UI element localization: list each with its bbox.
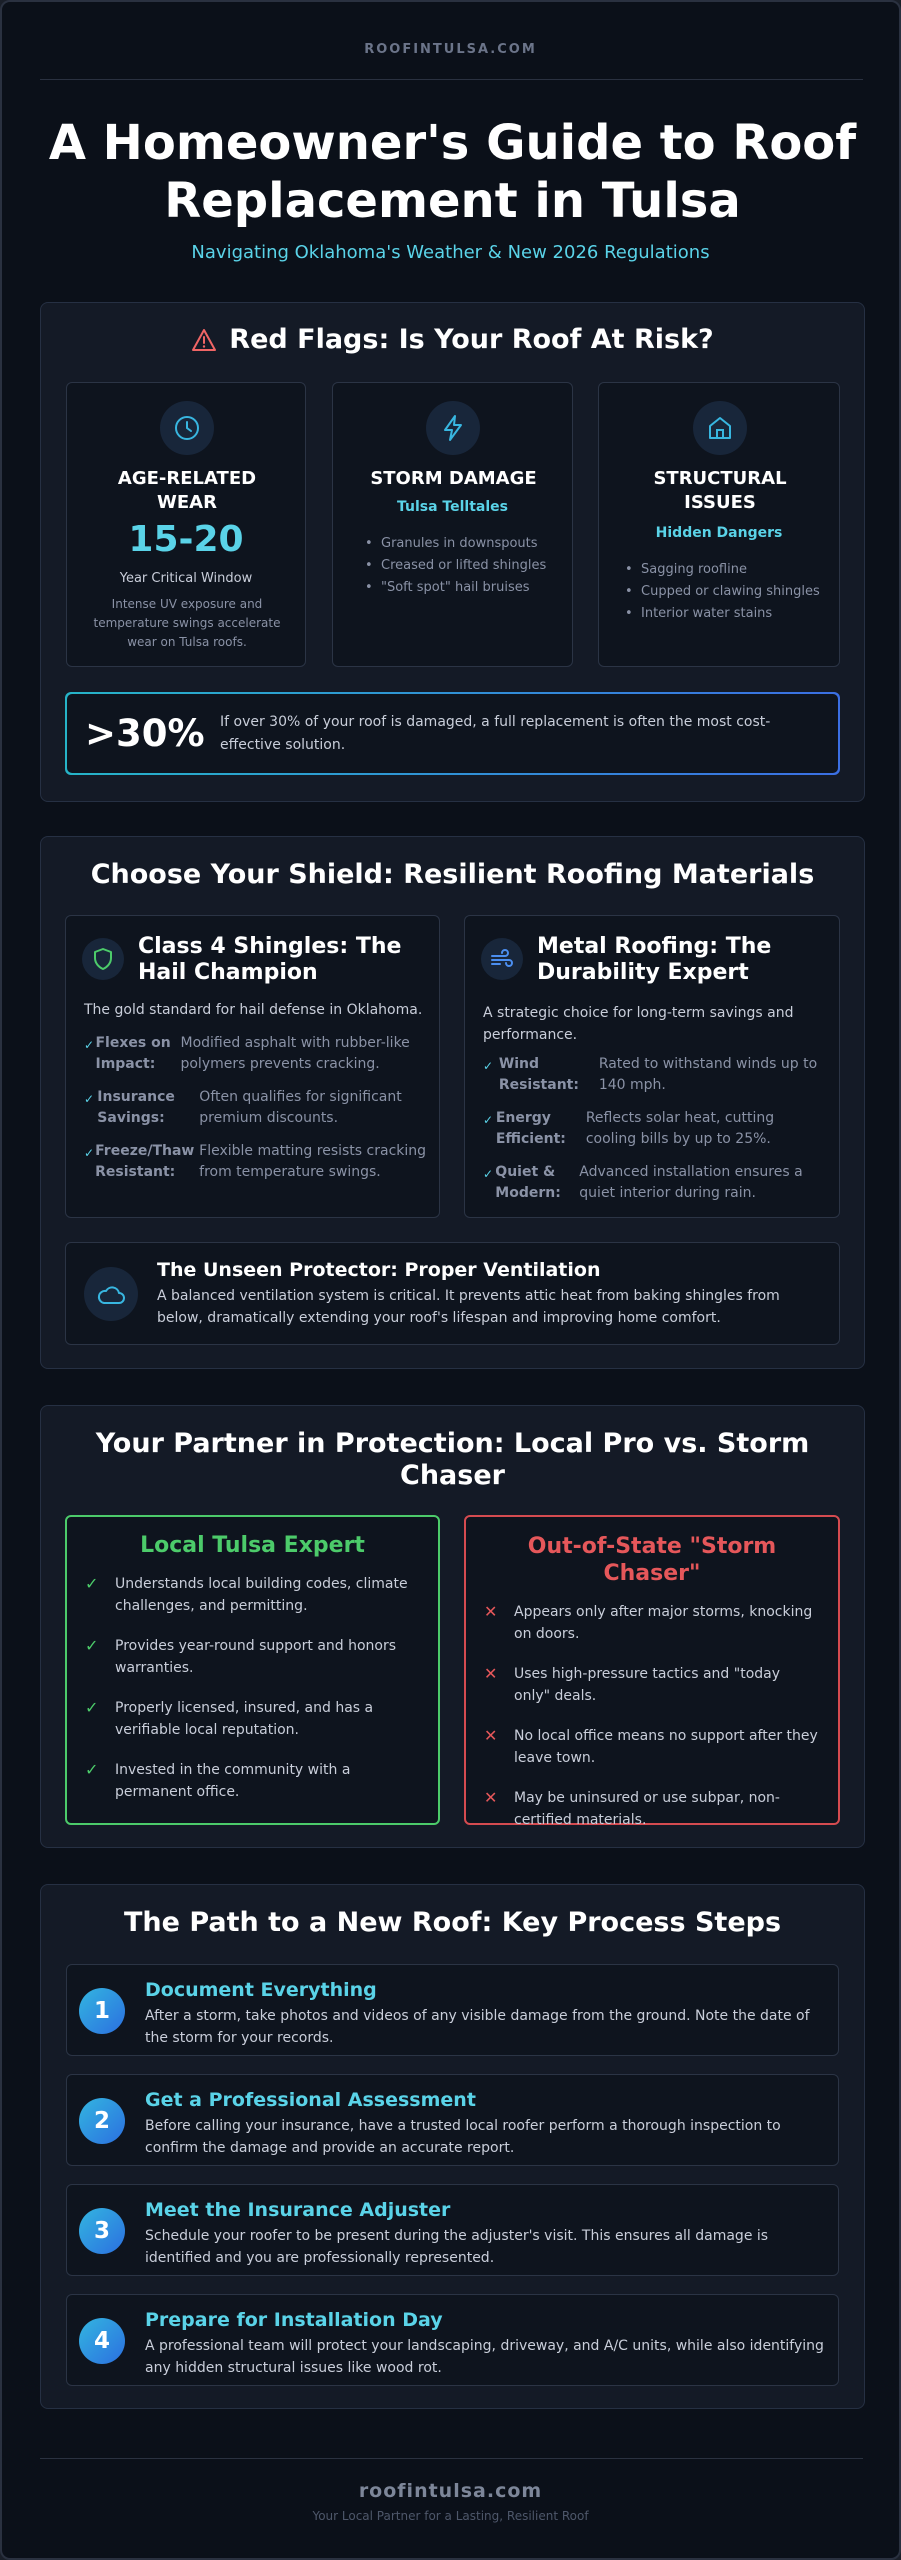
step-desc: Before calling your insurance, have a trusted local roofer perform a thorough inspection to confirm the damage and provide an accurate report. — [145, 2118, 781, 2156]
step-number: 1 — [79, 1988, 125, 2034]
stat-label: Year Critical Window — [119, 571, 253, 586]
local-expert-card — [65, 1515, 440, 1825]
feature-item: ✓ Insurance Savings: Often qualifies for significant premium discounts. — [84, 1087, 429, 1129]
feature-list — [84, 1033, 429, 1195]
check-icon: ✓ — [84, 1038, 95, 1052]
list-item: ✓ Understands local building codes, climate challenges, and permitting. — [85, 1573, 420, 1617]
list-item: • Interior water stains — [621, 603, 831, 625]
page-title: A Homeowner's Guide to Roof Replacement in Tulsa — [48, 115, 857, 229]
check-icon: ✓ — [85, 1698, 99, 1717]
list-item: • Granules in downspouts — [361, 533, 561, 555]
list-item: ✓ Invested in the community with a permanent office. — [85, 1759, 420, 1803]
divider — [40, 79, 863, 80]
list-item: • Sagging roofline — [621, 559, 831, 581]
structural-list — [621, 559, 831, 625]
check-icon: ✓ — [84, 1146, 95, 1160]
x-icon: ✕ — [484, 1664, 498, 1683]
section-title: Choose Your Shield: Resilient Roofing Materials — [90, 859, 815, 890]
card-title: AGE-RELATED WEAR — [117, 468, 257, 513]
site-name-top[interactable]: ROOFINTULSA.COM — [364, 42, 537, 57]
age-card — [66, 382, 306, 667]
list-item: ✕ Uses high-pressure tactics and "today only" deals. — [484, 1663, 819, 1707]
card-title: Metal Roofing: The Durability Expert — [537, 934, 772, 985]
list-item: • Cupped or clawing shingles — [621, 581, 831, 603]
check-icon: ✓ — [85, 1760, 99, 1779]
step-desc: Schedule your roofer to be present during the adjuster's visit. This ensures all damage is identified and you are professionally represented. — [145, 2228, 769, 2266]
check-icon: ✓ — [85, 1574, 99, 1593]
process-step — [66, 2184, 839, 2276]
cloud-icon — [84, 1267, 138, 1321]
shield-icon — [82, 938, 124, 980]
process-step — [66, 2074, 839, 2166]
list-item: ✕ Appears only after major storms, knocking on doors. — [484, 1601, 819, 1645]
x-icon: ✕ — [484, 1726, 498, 1745]
step-number: 2 — [79, 2098, 125, 2144]
feature-item: ✓ Wind Resistant: Rated to withstand winds up to 140 mph. — [483, 1054, 828, 1096]
card-title: Class 4 Shingles: The Hail Champion — [138, 934, 402, 985]
check-icon: ✓ — [483, 1113, 494, 1127]
check-icon: ✓ — [84, 1092, 95, 1106]
feature-list — [483, 1054, 828, 1216]
list-item: ✕ May be uninsured or use subpar, non-certified materials. — [484, 1787, 819, 1831]
ventilation-card — [65, 1242, 840, 1345]
section-title: Your Partner in Protection: Local Pro vs. Storm Chaser — [95, 1428, 810, 1491]
card-subtitle: Tulsa Telltales — [397, 499, 508, 515]
footer-tagline: Your Local Partner for a Lasting, Resilient Roof — [312, 2509, 589, 2523]
page-subtitle: Navigating Oklahoma's Weather & New 2026 Regulations — [191, 242, 710, 263]
metal-card — [464, 915, 840, 1218]
step-desc: After a storm, take photos and videos of any visible damage from the ground. Note the date of the storm for your records. — [145, 2008, 810, 2046]
card-title: Out-of-State "Storm Chaser" — [527, 1534, 777, 1586]
card-desc: A balanced ventilation system is critical. It prevents attic heat from baking shingles from below, dramatically extending your roof's lifespan and improving home comfort. — [157, 1288, 780, 1326]
section-title: The Path to a New Roof: Key Process Steps — [123, 1907, 782, 1938]
x-icon: ✕ — [484, 1602, 498, 1621]
step-number: 3 — [79, 2208, 125, 2254]
card-title: STRUCTURAL ISSUES — [653, 468, 787, 513]
list-item: ✕ No local office means no support after they leave town. — [484, 1725, 819, 1769]
pros-list — [85, 1573, 420, 1821]
section-title: Red Flags: Is Your Roof At Risk? — [229, 324, 714, 355]
step-desc: A professional team will protect your landscaping, driveway, and A/C units, while also identifying any hidden structural issues like wood rot. — [145, 2338, 824, 2376]
feature-item: ✓ Energy Efficient: Reflects solar heat, cutting cooling bills by up to 25%. — [483, 1108, 828, 1150]
feature-item: ✓ Quiet & Modern: Advanced installation ensures a quiet interior during rain. — [483, 1162, 828, 1204]
card-intro: A strategic choice for long-term savings and performance. — [483, 1005, 794, 1043]
shingles-card — [65, 915, 440, 1218]
callout-stat: >30% — [85, 712, 205, 755]
structural-card — [598, 382, 840, 667]
home-icon — [693, 401, 747, 455]
check-icon: ✓ — [483, 1059, 494, 1073]
list-item: • "Soft spot" hail bruises — [361, 577, 561, 599]
storm-list — [361, 533, 561, 599]
callout-text: If over 30% of your roof is damaged, a full replacement is often the most cost-effective solution. — [220, 714, 771, 753]
card-title: Local Tulsa Expert — [140, 1533, 365, 1558]
list-item: • Creased or lifted shingles — [361, 555, 561, 577]
card-title: STORM DAMAGE — [370, 468, 537, 489]
check-icon: ✓ — [85, 1636, 99, 1655]
clock-icon — [160, 401, 214, 455]
card-subtitle: Hidden Dangers — [655, 525, 783, 541]
stat-value: 15-20 — [128, 519, 244, 560]
x-icon: ✕ — [484, 1788, 498, 1807]
card-title: The Unseen Protector: Proper Ventilation — [157, 1259, 601, 1281]
step-title: Get a Professional Assessment — [145, 2089, 476, 2111]
wind-icon — [481, 938, 523, 980]
replacement-callout — [65, 692, 840, 775]
warning-triangle-icon — [191, 328, 217, 352]
card-desc: Intense UV exposure and temperature swings accelerate wear on Tulsa roofs. — [93, 597, 281, 649]
feature-item: ✓ Freeze/Thaw Resistant: Flexible matting resists cracking from temperature swings. — [84, 1141, 429, 1183]
storm-card — [332, 382, 573, 667]
feature-item: ✓ Flexes on Impact: Modified asphalt with rubber-like polymers prevents cracking. — [84, 1033, 429, 1075]
list-item: ✓ Provides year-round support and honors warranties. — [85, 1635, 420, 1679]
step-title: Prepare for Installation Day — [145, 2309, 443, 2331]
step-title: Document Everything — [145, 1979, 377, 2001]
storm-chaser-card — [464, 1515, 840, 1828]
red-flags-heading — [40, 324, 865, 355]
step-number: 4 — [79, 2318, 125, 2364]
cons-list — [484, 1601, 819, 1849]
card-intro: The gold standard for hail defense in Oklahoma. — [84, 1002, 423, 1018]
check-icon: ✓ — [483, 1167, 494, 1181]
list-item: ✓ Properly licensed, insured, and has a verifiable local reputation. — [85, 1697, 420, 1741]
process-step — [66, 2294, 839, 2386]
lightning-icon — [426, 401, 480, 455]
divider — [40, 2458, 863, 2459]
footer-site[interactable]: roofintulsa.com — [358, 2480, 543, 2502]
process-step — [66, 1964, 839, 2056]
step-title: Meet the Insurance Adjuster — [145, 2199, 451, 2221]
